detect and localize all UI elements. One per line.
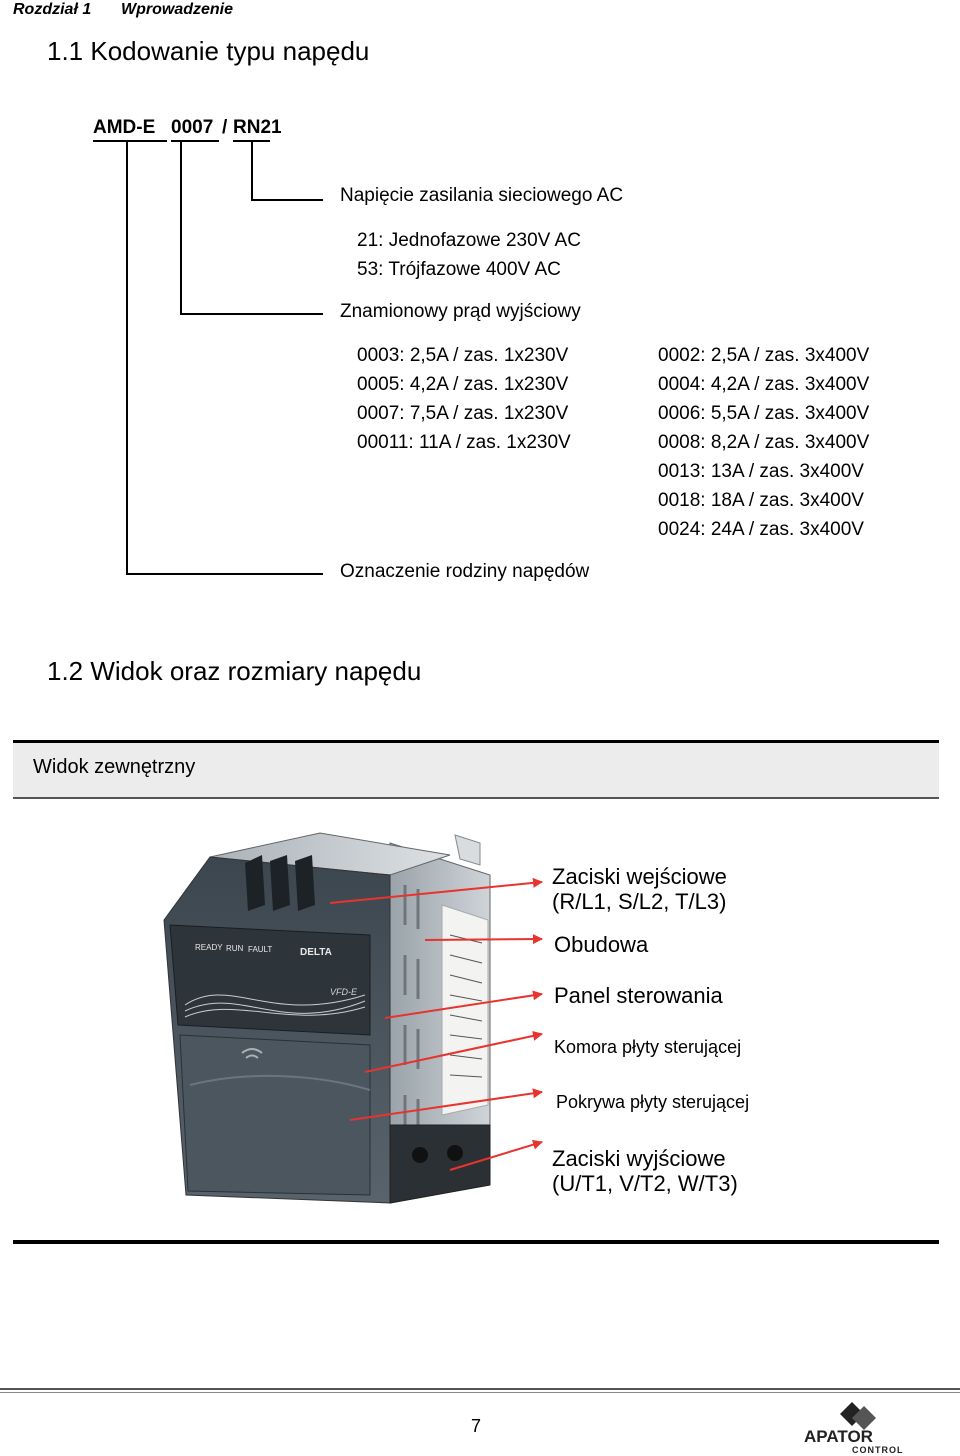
code-voltage: RN21: [233, 117, 282, 138]
callout-arrows: [330, 870, 560, 1190]
label-output-terminals: Zaciski wyjściowe: [552, 1146, 726, 1171]
code-current: 0007: [171, 117, 214, 138]
table-bottom-rule: [13, 1240, 939, 1244]
current-option: 0018: 18A / zas. 3x400V: [658, 490, 864, 511]
label-control-panel: Panel sterowania: [554, 983, 723, 1008]
current-option: 0006: 5,5A / zas. 3x400V: [658, 403, 870, 424]
current-description: Znamionowy prąd wyjściowy: [340, 301, 581, 322]
label-output-terminals-detail: (U/T1, V/T2, W/T3): [552, 1171, 738, 1196]
label-control-board-cover: Pokrywa płyty sterującej: [556, 1092, 750, 1112]
label-input-terminals-detail: (R/L1, S/L2, T/L3): [552, 889, 727, 914]
model-label: VFD-E: [330, 987, 357, 997]
chapter-label: Rozdział 1: [13, 1, 92, 18]
label-housing: Obudowa: [554, 932, 649, 957]
current-option: 0004: 4,2A / zas. 3x400V: [658, 374, 870, 395]
code-separator: /: [222, 117, 228, 138]
brand-label: DELTA: [300, 947, 332, 958]
code-family: AMD-E: [93, 117, 156, 138]
label-input-terminals: Zaciski wejściowe: [552, 864, 727, 889]
table-header: [13, 740, 939, 799]
footer-rule-thin: [0, 1392, 960, 1393]
apator-control-logo: [800, 1400, 935, 1456]
current-option: 0007: 7,5A / zas. 1x230V: [357, 403, 569, 424]
logo-text-control: CONTROL: [852, 1445, 904, 1455]
current-option: 00011: 11A / zas. 1x230V: [357, 432, 571, 453]
current-option: 0002: 2,5A / zas. 3x400V: [658, 345, 870, 366]
page-number: 7: [471, 1416, 482, 1436]
voltage-option: 21: Jednofazowe 230V AC: [357, 230, 581, 251]
family-description: Oznaczenie rodziny napędów: [340, 561, 590, 582]
section-1-2-title: 1.2 Widok oraz rozmiary napędu: [47, 656, 422, 686]
led-label-ready: READY: [195, 943, 223, 952]
logo-text-apator: APATOR: [804, 1427, 873, 1446]
current-option: 0003: 2,5A / zas. 1x230V: [357, 345, 569, 366]
section-1-1-title: 1.1 Kodowanie typu napędu: [47, 36, 370, 66]
underline-family: [93, 140, 167, 142]
table-header-label: Widok zewnętrzny: [33, 756, 196, 778]
led-label-run: RUN: [226, 944, 244, 953]
underline-current: [171, 140, 219, 142]
section-label: Wprowadzenie: [121, 1, 234, 18]
label-control-board-chamber: Komora płyty sterującej: [554, 1037, 742, 1057]
footer-rule: [0, 1388, 960, 1390]
current-option: 0005: 4,2A / zas. 1x230V: [357, 374, 569, 395]
current-option: 0024: 24A / zas. 3x400V: [658, 519, 864, 540]
voltage-option: 53: Trójfazowe 400V AC: [357, 259, 561, 280]
led-label-fault: FAULT: [248, 945, 273, 954]
voltage-description: Napięcie zasilania sieciowego AC: [340, 185, 624, 206]
current-option: 0013: 13A / zas. 3x400V: [658, 461, 864, 482]
current-option: 0008: 8,2A / zas. 3x400V: [658, 432, 870, 453]
